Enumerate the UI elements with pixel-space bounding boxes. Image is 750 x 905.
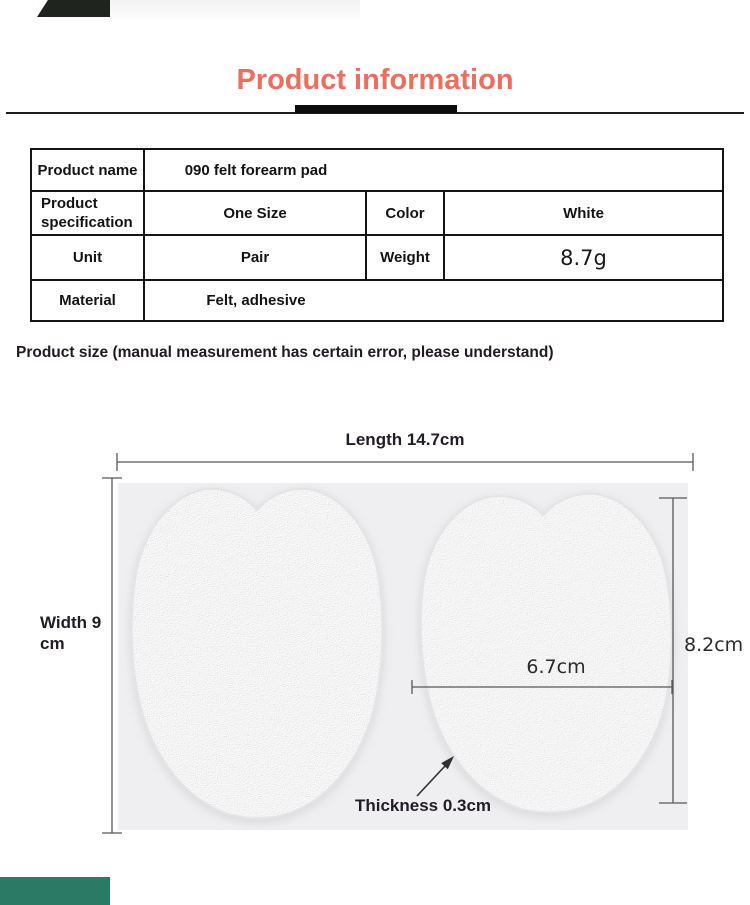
height-label: 8.2cm: [684, 634, 744, 656]
row-value: 090 felt forearm pad: [184, 161, 328, 179]
size-note: Product size (manual measurement has certain error, please understand): [16, 344, 554, 361]
thickness-label: Thickness 0.3cm: [354, 796, 492, 815]
row-label: Material: [31, 280, 144, 321]
title-underline-bar: [295, 105, 457, 113]
row-label: Unit: [31, 235, 144, 280]
width-label: Width 9 cm: [40, 613, 102, 653]
table-row: [31, 280, 723, 321]
table-row: [31, 149, 723, 191]
bottom-left-teal-bar: [0, 877, 110, 905]
top-left-photo-fragment: [37, 0, 110, 17]
row-key2: Weight: [366, 235, 444, 280]
row-value: Pair: [144, 235, 366, 280]
row-key2: Color: [366, 191, 444, 235]
row-label: Product name: [31, 149, 144, 191]
dimension-lines: [30, 425, 730, 850]
length-label: Length 14.7cm: [345, 430, 465, 449]
row-value: Felt, adhesive: [206, 292, 306, 309]
spec-table: [30, 148, 724, 322]
table-row: [31, 235, 723, 280]
row-value: One Size: [144, 191, 366, 235]
row-value2: 8.7g: [444, 235, 723, 280]
row-value2: White: [444, 191, 723, 235]
pad-width-label: 6.7cm: [526, 656, 586, 678]
thickness-arrow: [417, 756, 454, 796]
page-title: Product information: [236, 64, 514, 96]
row-label: Product specification: [31, 191, 144, 235]
table-row: [31, 191, 723, 235]
